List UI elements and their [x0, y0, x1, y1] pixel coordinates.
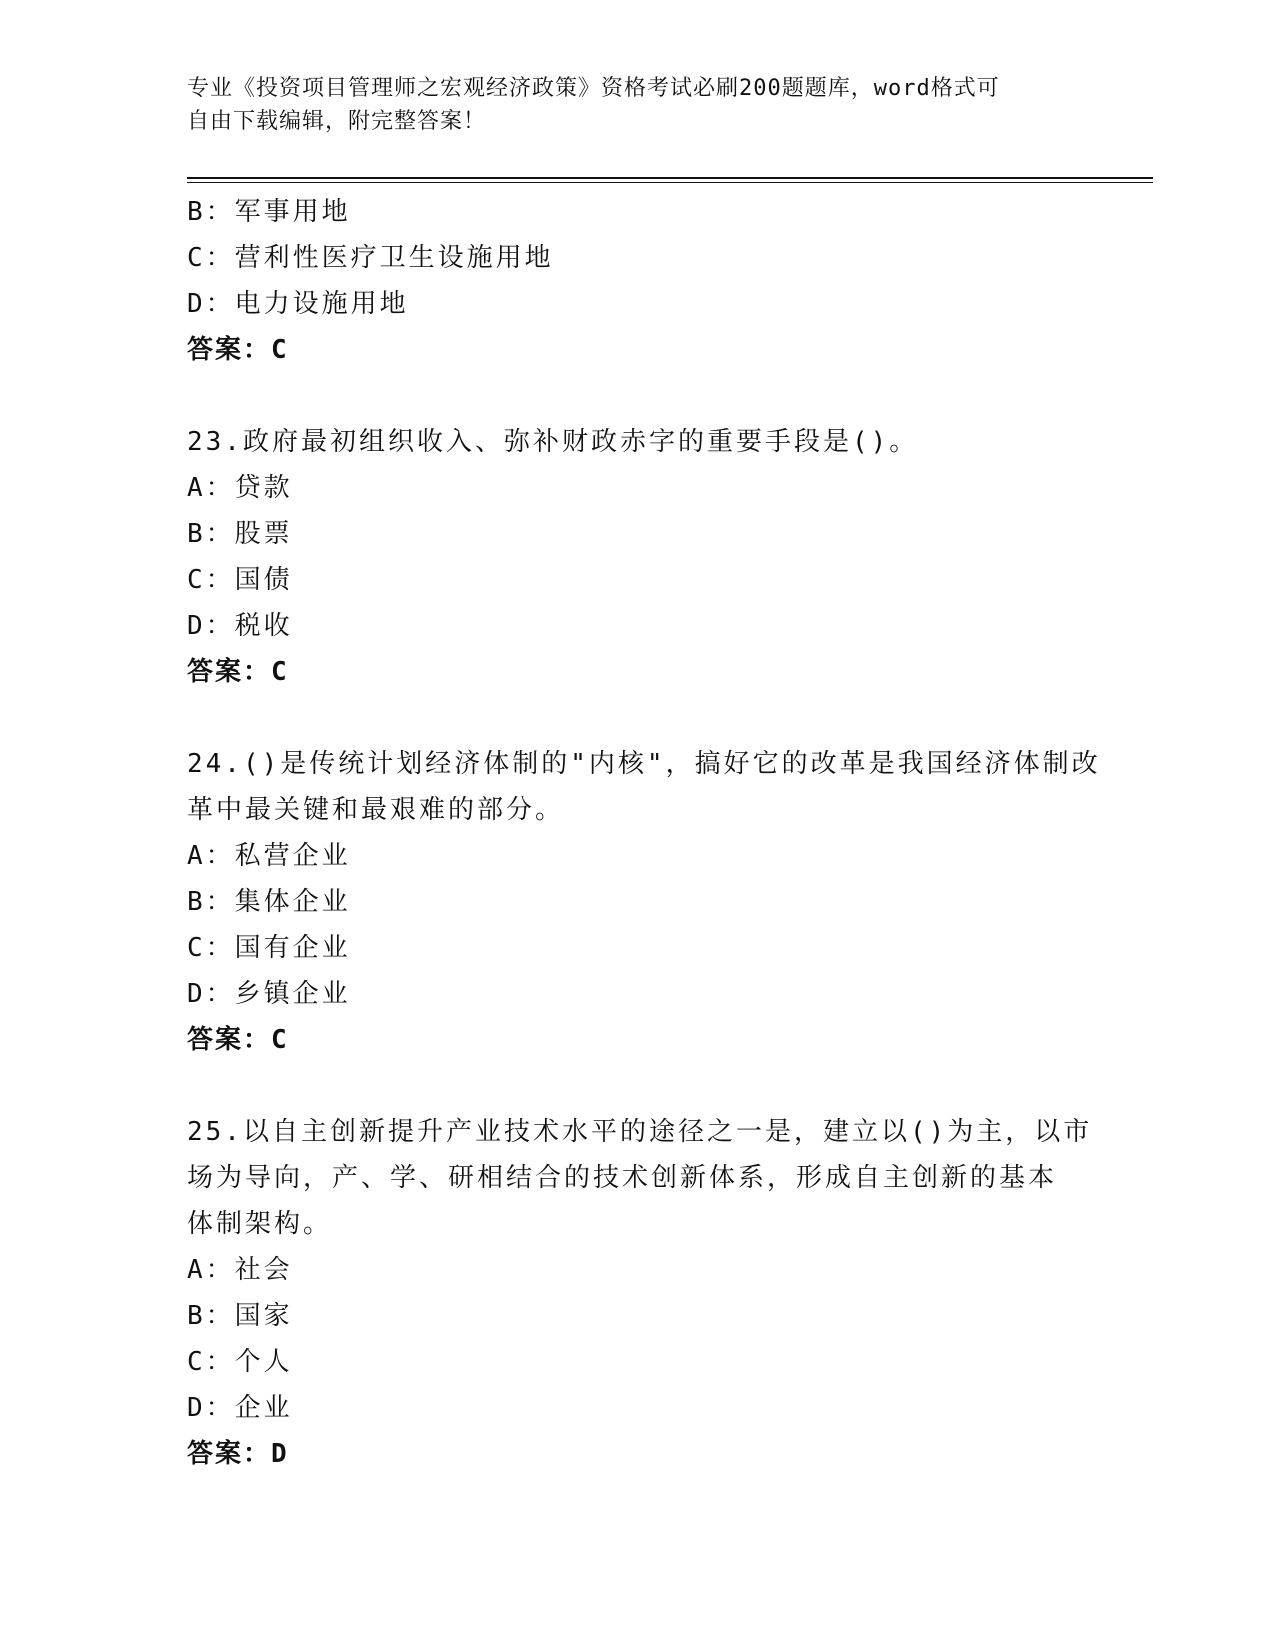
question-text: 场为导向，产、学、研相结合的技术创新体系，形成自主创新的基本: [187, 1163, 1058, 1193]
document-header: [187, 72, 1067, 138]
option-b: B：国家: [187, 1301, 293, 1331]
answer: 答案：D: [187, 1439, 289, 1469]
option-c: C：营利性医疗卫生设施用地: [187, 243, 554, 273]
option-a: A：私营企业: [187, 841, 351, 871]
block-spacer: [187, 1063, 1087, 1109]
question-text: 23.政府最初组织收入、弥补财政赤字的重要手段是()。: [187, 427, 919, 457]
option-b: B：股票: [187, 519, 293, 549]
block-spacer: [187, 695, 1087, 741]
option-a: A：社会: [187, 1255, 293, 1285]
header-rule-thin: [187, 182, 1153, 183]
header-line-1: 专业《投资项目管理师之宏观经济政策》资格考试必刷200题题库，word格式可: [187, 76, 1000, 101]
question-text: 革中最关键和最艰难的部分。: [187, 795, 565, 825]
option-d: D：税收: [187, 611, 293, 641]
header-line-2: 自由下载编辑，附完整答案！: [187, 109, 487, 134]
header-rule-thick: [187, 177, 1153, 179]
option-c: C：个人: [187, 1347, 293, 1377]
option-d: D：乡镇企业: [187, 979, 351, 1009]
question-text: 25.以自主创新提升产业技术水平的途径之一是，建立以()为主，以市: [187, 1117, 1093, 1147]
question-block-23: [187, 419, 1087, 695]
answer: 答案：C: [187, 1025, 289, 1055]
question-text: 24.()是传统计划经济体制的"内核"，搞好它的改革是我国经济体制改: [187, 749, 1101, 779]
option-c: C：国有企业: [187, 933, 351, 963]
question-block-25: [187, 1109, 1093, 1477]
answer: 答案：C: [187, 335, 289, 365]
question-block-22: [187, 189, 1087, 373]
option-a: A：贷款: [187, 473, 293, 503]
block-spacer: [187, 373, 1087, 419]
option-b: B：军事用地: [187, 197, 351, 227]
question-text: 体制架构。: [187, 1209, 333, 1239]
option-d: D：企业: [187, 1393, 293, 1423]
question-list: [187, 189, 1101, 1477]
answer: 答案：C: [187, 657, 289, 687]
option-c: C：国债: [187, 565, 293, 595]
question-block-24: [187, 741, 1101, 1063]
option-b: B：集体企业: [187, 887, 351, 917]
option-d: D：电力设施用地: [187, 289, 409, 319]
